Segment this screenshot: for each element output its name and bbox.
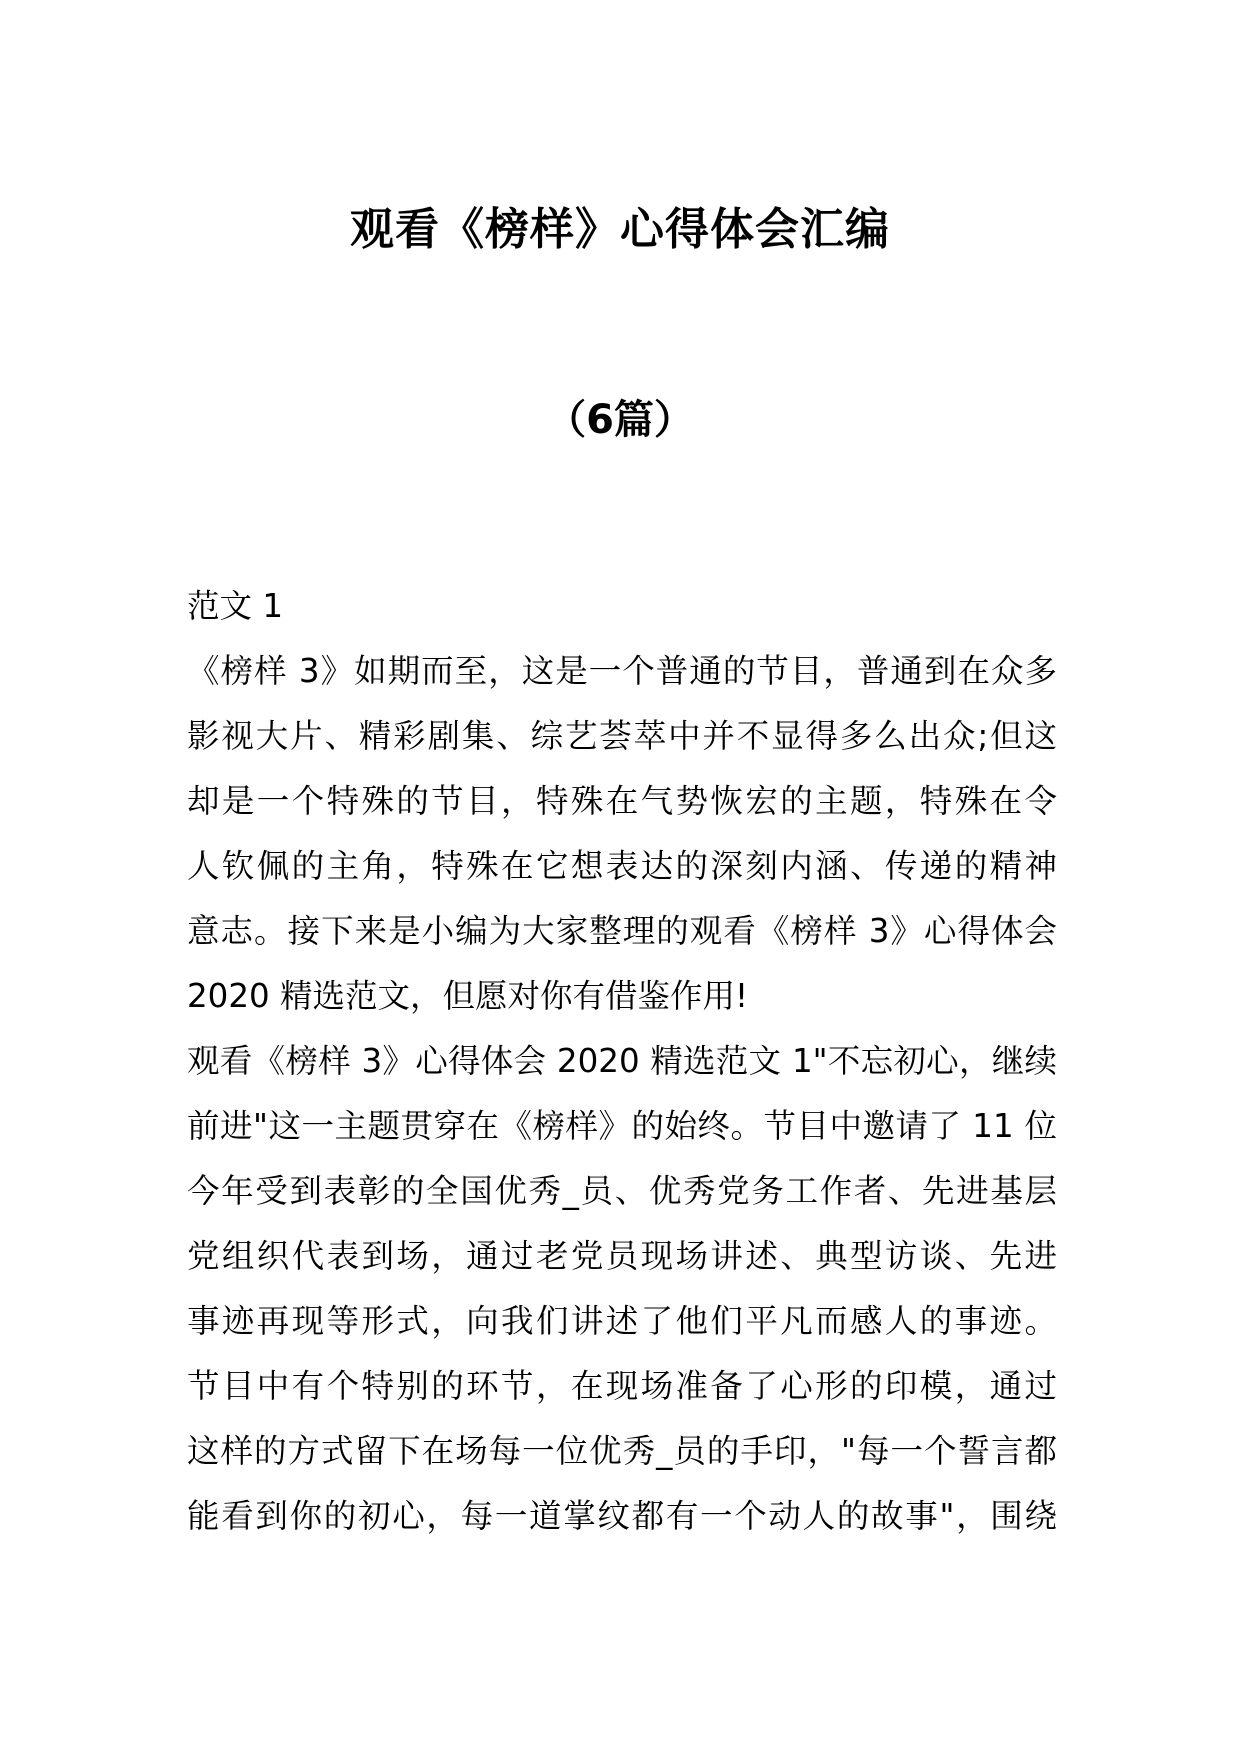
paragraph-line: 节目中有个特别的环节，在现场准备了心形的印模，通过: [187, 1367, 1057, 1405]
section-heading: 范文 1: [187, 587, 284, 625]
paragraph-line: 《榜样 3》如期而至，这是一个普通的节目，普通到在众多: [187, 652, 1057, 690]
paragraph-line: 事迹再现等形式，向我们讲述了他们平凡而感人的事迹。: [187, 1302, 1057, 1340]
paragraph-line: 党组织代表到场，通过老党员现场讲述、典型访谈、先进: [187, 1237, 1057, 1275]
paragraph-line: 2020 精选范文，但愿对你有借鉴作用!: [187, 977, 749, 1015]
paragraph-line: 观看《榜样 3》心得体会 2020 精选范文 1"不忘初心，继续: [187, 1042, 1057, 1080]
paragraph-line: 影视大片、精彩剧集、综艺荟萃中并不显得多么出众;但这: [187, 717, 1057, 755]
paragraph-line: 却是一个特殊的节目，特殊在气势恢宏的主题，特殊在令: [187, 782, 1057, 820]
paragraph-line: 人钦佩的主角，特殊在它想表达的深刻内涵、传递的精神: [187, 847, 1057, 885]
paragraph-line: 意志。接下来是小编为大家整理的观看《榜样 3》心得体会: [187, 912, 1057, 950]
document-subtitle: （6篇）: [546, 397, 694, 443]
document-body: [187, 574, 1057, 1549]
paragraph-line: 这样的方式留下在场每一位优秀_员的手印，"每一个誓言都: [187, 1432, 1057, 1470]
document-title: 观看《榜样》心得体会汇编: [350, 204, 890, 255]
paragraph-line: 今年受到表彰的全国优秀_员、优秀党务工作者、先进基层: [187, 1172, 1057, 1210]
paragraph-line: 前进"这一主题贯穿在《榜样》的始终。节目中邀请了 11 位: [187, 1107, 1057, 1145]
paragraph-line: 能看到你的初心，每一道掌纹都有一个动人的故事"，围绕: [187, 1497, 1057, 1535]
